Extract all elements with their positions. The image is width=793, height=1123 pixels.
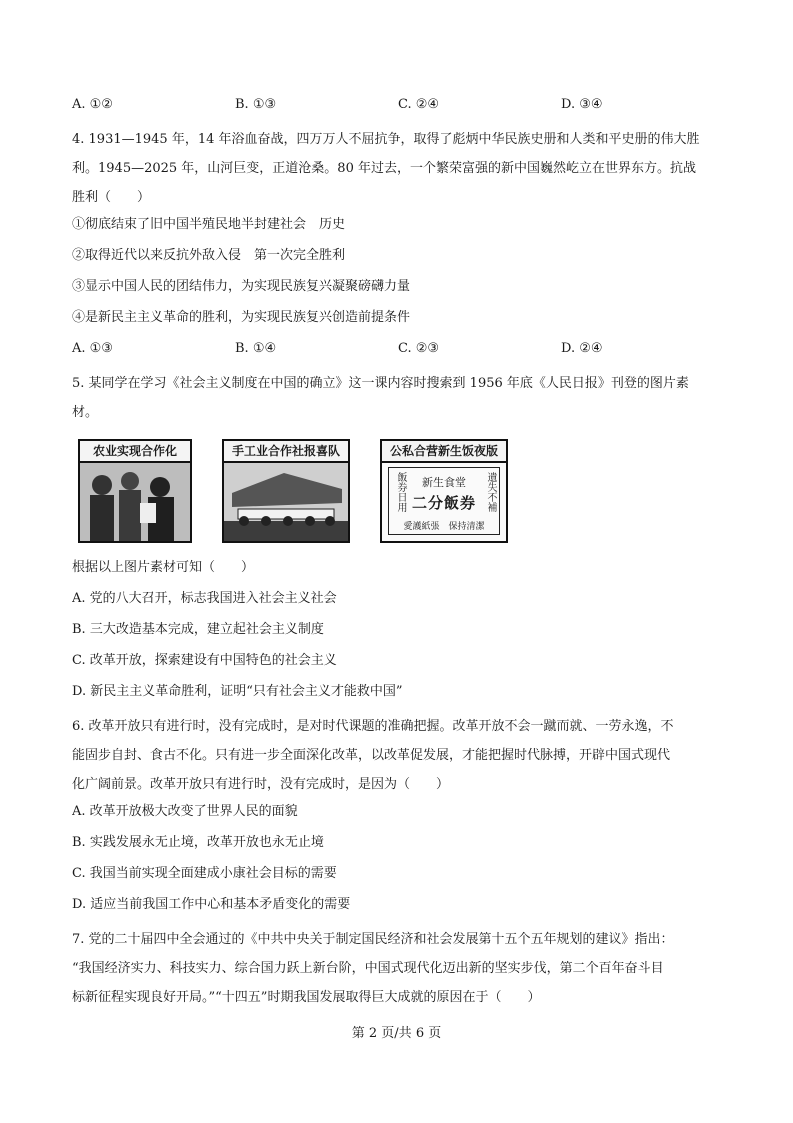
q4-option-b: B. ①④ xyxy=(235,341,277,356)
q6-stem-line: 6. 改革开放只有进行时，没有完成时，是对时代课题的准确把握。改革开放不会一蹴而就、一劳永逸，不 xyxy=(72,719,674,734)
agriculture-cooperative-photo xyxy=(78,439,192,543)
q6-choice: B. 实践发展永无止境，改革开放也永无止境 xyxy=(72,835,324,850)
q5-choice: B. 三大改造基本完成，建立起社会主义制度 xyxy=(72,622,324,637)
q4-stem xyxy=(72,125,724,212)
q7-stem-line: “我国经济实力、科技实力、综合国力跃上新台阶，中国式现代化迈出新的坚实步伐，第二个百年奋斗目 xyxy=(72,961,664,976)
q5-stem-line: 5. 某同学在学习《社会主义制度在中国的确立》这一课内容时搜索到 1956 年底《人民日报》刊登的图片素 xyxy=(72,376,689,391)
meal-ticket xyxy=(388,467,500,535)
photo-caption: 公私合营新生饭夜版 xyxy=(382,441,506,463)
q4-item: ①彻底结束了旧中国半殖民地半封建社会 历史 xyxy=(72,217,346,232)
q3-option-b: B. ①③ xyxy=(235,97,277,112)
q6-stem-line: 化广阔前景。改革开放只有进行时，没有完成时，是因为（ ） xyxy=(72,777,450,792)
q6-stem-line: 能固步自封、食古不化。只有进一步全面深化改革，以改革促发展，才能把握时代脉搏，开辟中国式现代 xyxy=(72,748,671,763)
q5-stem xyxy=(72,369,724,427)
ticket-footer: 愛護紙張 保持清潔 xyxy=(403,522,485,532)
q7-stem xyxy=(72,925,724,1012)
q5-choice: A. 党的八大召开，标志我国进入社会主义社会 xyxy=(72,591,337,606)
meal-ticket-photo xyxy=(380,439,508,543)
q3-option-c: C. ②④ xyxy=(398,97,440,112)
ticket-main: 二分飯券 xyxy=(411,494,476,512)
q6-choice: D. 适应当前我国工作中心和基本矛盾变化的需要 xyxy=(72,897,351,912)
q4-stem-line: 利。1945—2025 年，山河巨变，正道沧桑。80 年过去，一个繁荣富强的新中国巍然屹立在世界东方。抗战 xyxy=(72,161,696,176)
q6-choice: C. 我国当前实现全面建成小康社会目标的需要 xyxy=(72,866,337,881)
q4-option-d: D. ②④ xyxy=(561,341,603,356)
handicraft-cooperative-photo xyxy=(222,439,350,543)
ticket-left-text: 飯券日用 xyxy=(395,472,406,512)
ticket-title: 新生食堂 xyxy=(422,476,466,489)
q4-item: ②取得近代以来反抗外敌入侵 第一次完全胜利 xyxy=(72,248,346,263)
q7-stem-line: 标新征程实现良好开局。”“十四五”时期我国发展取得巨大成就的原因在于（ ） xyxy=(72,990,541,1005)
q5-prompt: 根据以上图片素材可知（ ） xyxy=(72,560,255,575)
q5-choice: C. 改革开放，探索建设有中国特色的社会主义 xyxy=(72,653,337,668)
q4-stem-line: 4. 1931—1945 年，14 年浴血奋战，四万万人不屈抗争，取得了彪炳中华民族史册和人类和平史册的伟大胜 xyxy=(72,132,700,147)
q5-choice: D. 新民主主义革命胜利，证明“只有社会主义才能救中国” xyxy=(72,684,403,699)
q3-option-a: A. ①② xyxy=(72,97,113,112)
q5-image-row xyxy=(78,439,724,543)
q4-options xyxy=(72,338,724,360)
page-content xyxy=(72,94,724,1012)
q6-stem xyxy=(72,712,724,799)
q7-stem-line: 7. 党的二十届四中全会通过的《中共中央关于制定国民经济和社会发展第十五个五年规划的建议》指出： xyxy=(72,932,674,947)
q5-stem-line: 材。 xyxy=(72,405,99,420)
q4-item: ④是新民主主义革命的胜利，为实现民族复兴创造前提条件 xyxy=(72,310,411,325)
q4-stem-line: 胜利（ ） xyxy=(72,190,151,205)
page-number: 第 2 页/共 6 页 xyxy=(351,1026,442,1041)
photo-caption: 农业实现合作化 xyxy=(80,441,190,463)
q6-choice: A. 改革开放极大改变了世界人民的面貌 xyxy=(72,804,298,819)
q3-options xyxy=(72,94,724,116)
q4-item: ③显示中国人民的团结伟力，为实现民族复兴凝聚磅礴力量 xyxy=(72,279,411,294)
crowd-illustration xyxy=(80,463,190,543)
parade-illustration xyxy=(224,463,348,543)
q4-option-a: A. ①③ xyxy=(72,341,113,356)
photo-caption: 手工业合作社报喜队 xyxy=(224,441,348,463)
ticket-right-text: 遺失不補 xyxy=(485,472,496,512)
q4-option-c: C. ②③ xyxy=(398,341,440,356)
q3-option-d: D. ③④ xyxy=(561,97,603,112)
